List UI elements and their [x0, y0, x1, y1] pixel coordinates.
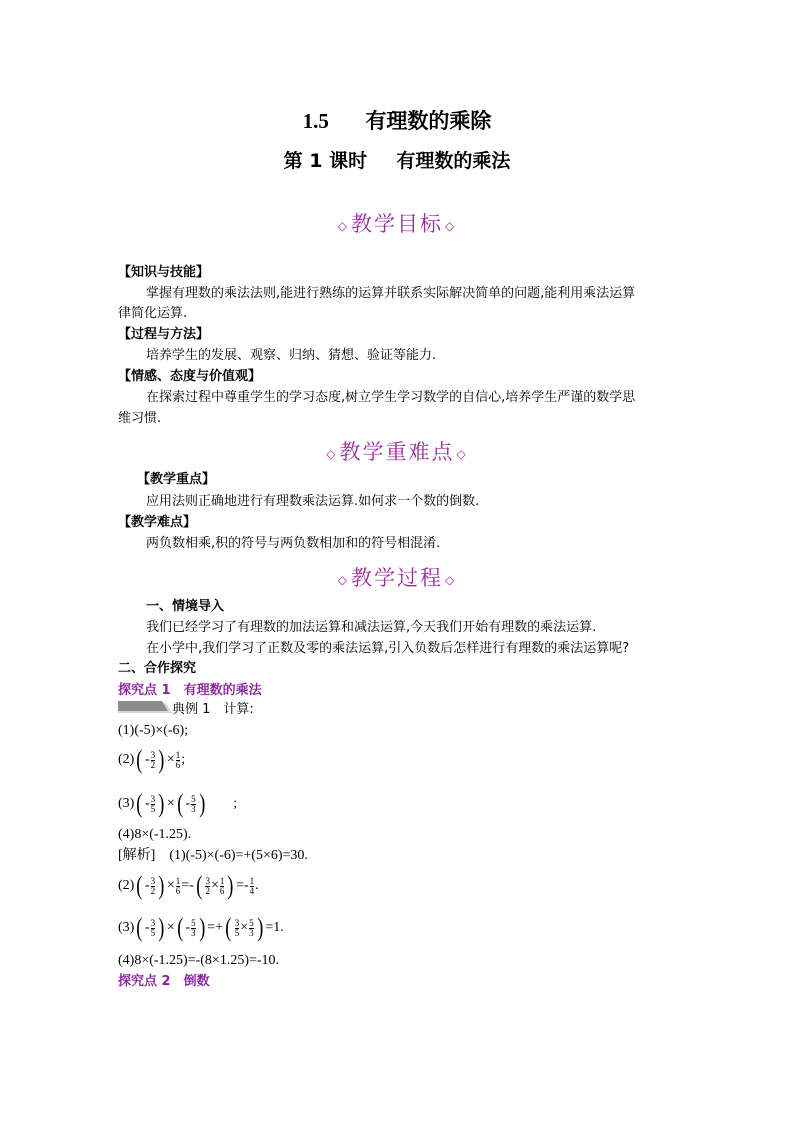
- left-paren: (: [136, 871, 143, 900]
- fraction: $\frac{3}{5}$: [150, 917, 156, 938]
- section-number: 1.5: [302, 109, 329, 133]
- solution-2-prefix: (2): [118, 878, 135, 893]
- left-paren: (: [177, 913, 184, 942]
- heading-process-text: 教学过程: [351, 566, 443, 590]
- emotion-text-2: 维习惯.: [118, 411, 162, 426]
- question-3-prefix: (3): [118, 796, 135, 811]
- heading-goals-text: 教学目标: [351, 212, 443, 236]
- fraction: $\frac{1}{4}$: [249, 875, 255, 896]
- left-paren: (: [225, 913, 232, 942]
- process-tag: 【过程与方法】: [118, 327, 210, 342]
- right-paren: ): [227, 871, 234, 900]
- solution-1: [解析] (1)(-5)×(-6)=+(5×6)=30.: [118, 848, 308, 863]
- left-paren: (: [196, 871, 203, 900]
- question-3: [118, 789, 238, 818]
- question-3-end: ;: [233, 796, 238, 811]
- times-sign: ×: [240, 920, 249, 935]
- section-name: 有理数的乘除: [365, 109, 492, 133]
- fraction: $\frac{1}{6}$: [219, 875, 225, 896]
- emotion-text-1: 在探索过程中尊重学生的学习态度,树立学生学习数学的自信心,培养学生严谨的数学思: [146, 390, 636, 405]
- diamond-icon: ◇: [337, 572, 349, 587]
- minus-sign: -: [185, 920, 191, 935]
- lesson-title: [0, 146, 794, 173]
- right-paren: ): [256, 913, 264, 942]
- explore-point-2: 探究点 2 倒数: [118, 974, 210, 989]
- right-paren: ): [198, 789, 205, 818]
- fraction: $\frac{3}{2}$: [150, 749, 156, 770]
- hard-text: 两负数相乘,积的符号与两负数相加和的符号相混淆.: [146, 536, 441, 551]
- left-paren: (: [177, 789, 184, 818]
- step-2: 二、合作探究: [118, 661, 197, 676]
- question-2: [118, 745, 186, 774]
- right-paren: ): [158, 871, 165, 900]
- key-tag: 【教学重点】: [137, 472, 216, 487]
- example-tab-icon: [118, 701, 172, 715]
- solution-3-prefix: (3): [118, 920, 135, 935]
- minus-sign: -: [145, 796, 150, 811]
- hard-tag: 【教学难点】: [118, 515, 197, 530]
- equals-result: =1.: [265, 920, 284, 935]
- times-sign: ×: [166, 796, 175, 811]
- intro-2: 在小学中,我们学习了正数及零的乘法运算,引入负数后怎样进行有理数的乘法运算呢?: [146, 641, 630, 656]
- heading-keypoints: [0, 436, 794, 466]
- fraction: $\frac{3}{5}$: [234, 917, 240, 938]
- diamond-icon: ◇: [337, 218, 349, 233]
- minus-sign: -: [145, 920, 150, 935]
- fraction: $\frac{3}{5}$: [150, 793, 156, 814]
- diamond-icon: ◇: [445, 572, 457, 587]
- fraction: $\frac{1}{6}$: [175, 749, 181, 770]
- left-paren: (: [136, 745, 143, 774]
- right-paren: ): [198, 913, 205, 942]
- fraction: $\frac{3}{2}$: [205, 875, 210, 896]
- question-1: (1)(-5)×(-6);: [118, 723, 189, 738]
- step-1: 一、情境导入: [146, 599, 225, 614]
- emotion-tag: 【情感、态度与价值观】: [118, 369, 262, 384]
- heading-process: [0, 562, 794, 592]
- intro-1: 我们已经学习了有理数的加法运算和减法运算,今天我们开始有理数的乘法运算.: [146, 620, 597, 635]
- lesson-name: 有理数的乘法: [396, 150, 511, 172]
- equals-minus: =-: [181, 878, 194, 893]
- question-2-end: ;: [181, 752, 186, 767]
- solution-4: (4)8×(-1.25)=-(8×1.25)=-10.: [118, 953, 280, 968]
- solution-2-end: .: [255, 878, 259, 893]
- knowledge-text-1: 掌握有理数的乘法法则,能进行熟练的运算并联系实际解决简单的问题,能利用乘法运算: [146, 286, 636, 301]
- left-paren: (: [136, 913, 143, 942]
- right-paren: ): [158, 789, 165, 818]
- fraction: $\frac{5}{3}$: [191, 917, 196, 938]
- section-title: [0, 105, 794, 135]
- diamond-icon: ◇: [445, 218, 457, 233]
- equals-plus: =+: [207, 920, 224, 935]
- solution-2: [118, 871, 259, 900]
- knowledge-tag: 【知识与技能】: [118, 265, 210, 280]
- process-text: 培养学生的发展、观察、归纳、猜想、验证等能力.: [146, 348, 437, 363]
- explore-point-1: 探究点 1 有理数的乘法: [118, 683, 262, 698]
- heading-keypoints-text: 教学重难点: [339, 440, 455, 464]
- times-sign: ×: [210, 878, 219, 893]
- question-4: (4)8×(-1.25).: [118, 827, 192, 842]
- minus-sign: -: [145, 752, 150, 767]
- question-2-prefix: (2): [118, 752, 135, 767]
- minus-sign: -: [145, 878, 150, 893]
- heading-goals: [0, 208, 794, 238]
- solution-3: [118, 913, 284, 942]
- example-label: 典例 1 计算:: [172, 702, 254, 717]
- times-sign: ×: [166, 878, 175, 893]
- fraction: $\frac{1}{6}$: [175, 875, 181, 896]
- fraction: $\frac{5}{3}$: [191, 793, 196, 814]
- left-paren: (: [136, 789, 143, 818]
- times-sign: ×: [166, 920, 175, 935]
- fraction: $\frac{5}{3}$: [249, 917, 254, 938]
- right-paren: ): [158, 913, 165, 942]
- key-text: 应用法则正确地进行有理数乘法运算.如何求一个数的倒数.: [146, 494, 480, 509]
- lesson-label: 第 1 课时: [283, 150, 368, 172]
- times-sign: ×: [166, 752, 175, 767]
- fraction: $\frac{3}{2}$: [150, 875, 156, 896]
- diamond-icon: ◇: [326, 446, 338, 461]
- knowledge-text-2: 律简化运算.: [118, 306, 188, 321]
- diamond-icon: ◇: [456, 446, 468, 461]
- minus-sign: -: [185, 796, 191, 811]
- right-paren: ): [158, 745, 165, 774]
- equals-minus: =-: [236, 878, 249, 893]
